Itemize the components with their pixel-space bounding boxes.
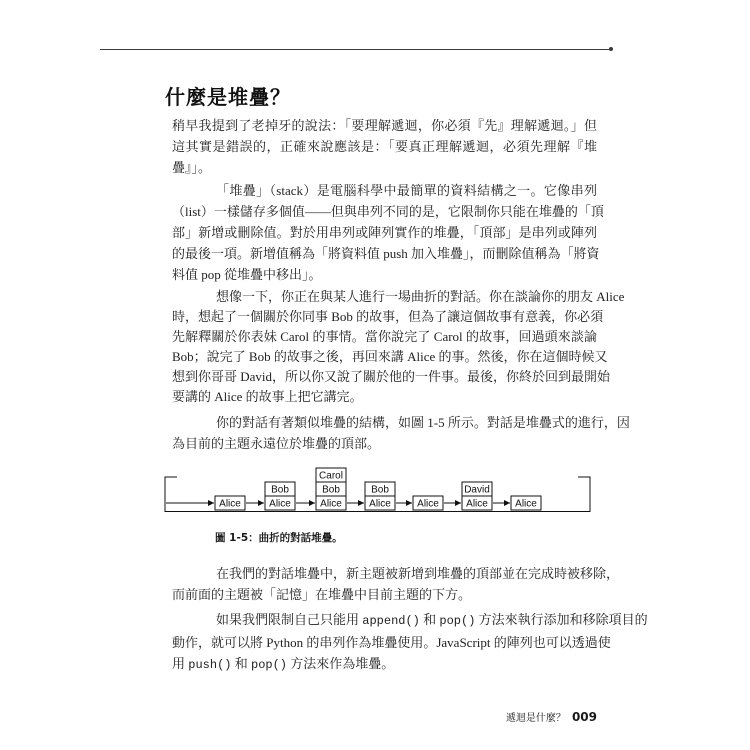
body-line: 為目前的主題永遠位於堆疊的頂部。 xyxy=(172,436,381,451)
running-title: 遞迴是什麼？ xyxy=(505,713,566,724)
body-line: 稍早我提到了老掉牙的說法：「要理解遞迴，你必須『先』理解遞迴。」但 xyxy=(172,118,597,133)
text-segment: 和 xyxy=(231,656,251,671)
body-line: 而前面的主題被「記憶」在堆疊中目前主題的下方。 xyxy=(172,587,472,602)
body-line: （list）一樣儲存多個值——但與串列不同的是，它限制你只能在堆疊的「頂 xyxy=(172,204,604,219)
paragraph-3 xyxy=(172,287,625,407)
stack-item-label: Alice xyxy=(417,498,439,510)
stack-item-label: Alice xyxy=(369,498,391,510)
inline-code: pop() xyxy=(251,658,288,672)
stack-item-label: Alice xyxy=(219,498,241,510)
inline-code: pop() xyxy=(439,614,476,628)
body-line: 先解釋關於你表妹 Carol 的事情。當你說完了 Carol 的故事，回過頭來談論 xyxy=(172,329,597,344)
stack-item-label: Alice xyxy=(515,498,537,510)
body-line xyxy=(172,653,597,676)
stack-1 xyxy=(215,496,245,510)
paragraph-5 xyxy=(172,563,620,605)
stack-3 xyxy=(316,468,346,510)
paragraph-6 xyxy=(172,609,648,676)
text-segment: 動作，就可以將 Python 的串列作為堆疊使用。JavaScript 的陣列也可以透過使 xyxy=(172,635,611,650)
stack-2 xyxy=(265,482,295,510)
text-segment: 方法來執行添加和移除項目的 xyxy=(475,612,648,627)
stack-item-label: David xyxy=(464,484,490,496)
header-rule xyxy=(100,49,610,50)
stack-item-label: Bob xyxy=(322,484,340,496)
paragraph-4 xyxy=(172,412,630,454)
page-number: 009 xyxy=(571,710,597,724)
body-line xyxy=(172,632,611,653)
body-line: 「堆疊」（stack）是電腦科學中最簡單的資料結構之一。它像串列 xyxy=(216,183,597,198)
body-line: 你的對話有著類似堆疊的結構，如圖 1-5 所示。對話是堆疊式的進行，因 xyxy=(216,415,630,430)
stack-item-label: Alice xyxy=(269,498,291,510)
stack-item-label: Bob xyxy=(371,484,389,496)
body-line: 在我們的對話堆疊中，新主題被新增到堆疊的頂部並在完成時被移除， xyxy=(216,566,620,581)
page-footer xyxy=(397,708,597,726)
stack-7 xyxy=(511,496,541,510)
section-heading: 什麼是堆疊？ xyxy=(165,85,291,109)
stack-item-label: Bob xyxy=(271,484,289,496)
body-line: 想像一下，你正在與某人進行一場曲折的對話。你在談論你的朋友 Alice xyxy=(216,289,625,304)
figure-diagram xyxy=(160,462,596,518)
inline-code: append() xyxy=(362,614,420,628)
stack-5 xyxy=(413,496,443,510)
body-line xyxy=(172,609,648,632)
header-rule-end-mark xyxy=(609,47,613,51)
text-segment: 方法來作為堆疊。 xyxy=(287,656,395,671)
text-segment: 用 xyxy=(172,656,189,671)
figure-caption: 圖 1-5：曲折的對話堆疊。 xyxy=(215,532,343,544)
body-line: Bob；說完了 Bob 的故事之後，再回來講 Alice 的事。然後，你在這個時候又 xyxy=(172,349,608,364)
body-line: 料值 pop 從堆疊中移出」。 xyxy=(172,267,322,282)
stack-item-label: Alice xyxy=(466,498,488,510)
body-line: 部」新增或刪除值。對於用串列或陣列實作的堆疊，「頂部」是串列或陣列 xyxy=(172,225,597,240)
figure-conversation-stack xyxy=(160,462,596,518)
body-line: 想到你哥哥 David，所以你又說了關於他的一件事。最後，你終於回到最開始 xyxy=(172,369,611,384)
body-line: 這其實是錯誤的，正確來說應該是：「要真正理解遞迴，必須先理解『堆 xyxy=(172,139,597,154)
text-segment: 如果我們限制自己只能用 xyxy=(216,612,363,627)
text-segment: 和 xyxy=(419,612,440,627)
body-line: 時，想起了一個關於你同事 Bob 的故事，但為了讓這個故事有意義，你必須 xyxy=(172,309,604,324)
body-line: 疊』」。 xyxy=(172,160,212,175)
stack-item-label: Alice xyxy=(320,498,342,510)
body-line: 要講的 Alice 的故事上把它講完。 xyxy=(172,389,363,404)
paragraph-1 xyxy=(172,115,597,178)
stack-4 xyxy=(365,482,395,510)
stack-6 xyxy=(462,482,492,510)
stack-item-label: Carol xyxy=(319,470,343,482)
body-line: 的最後一項。新增值稱為「將資料值 push 加入堆疊」，而刪除值稱為「將資 xyxy=(172,246,600,261)
inline-code: push() xyxy=(188,658,232,672)
paragraph-2 xyxy=(172,180,604,285)
